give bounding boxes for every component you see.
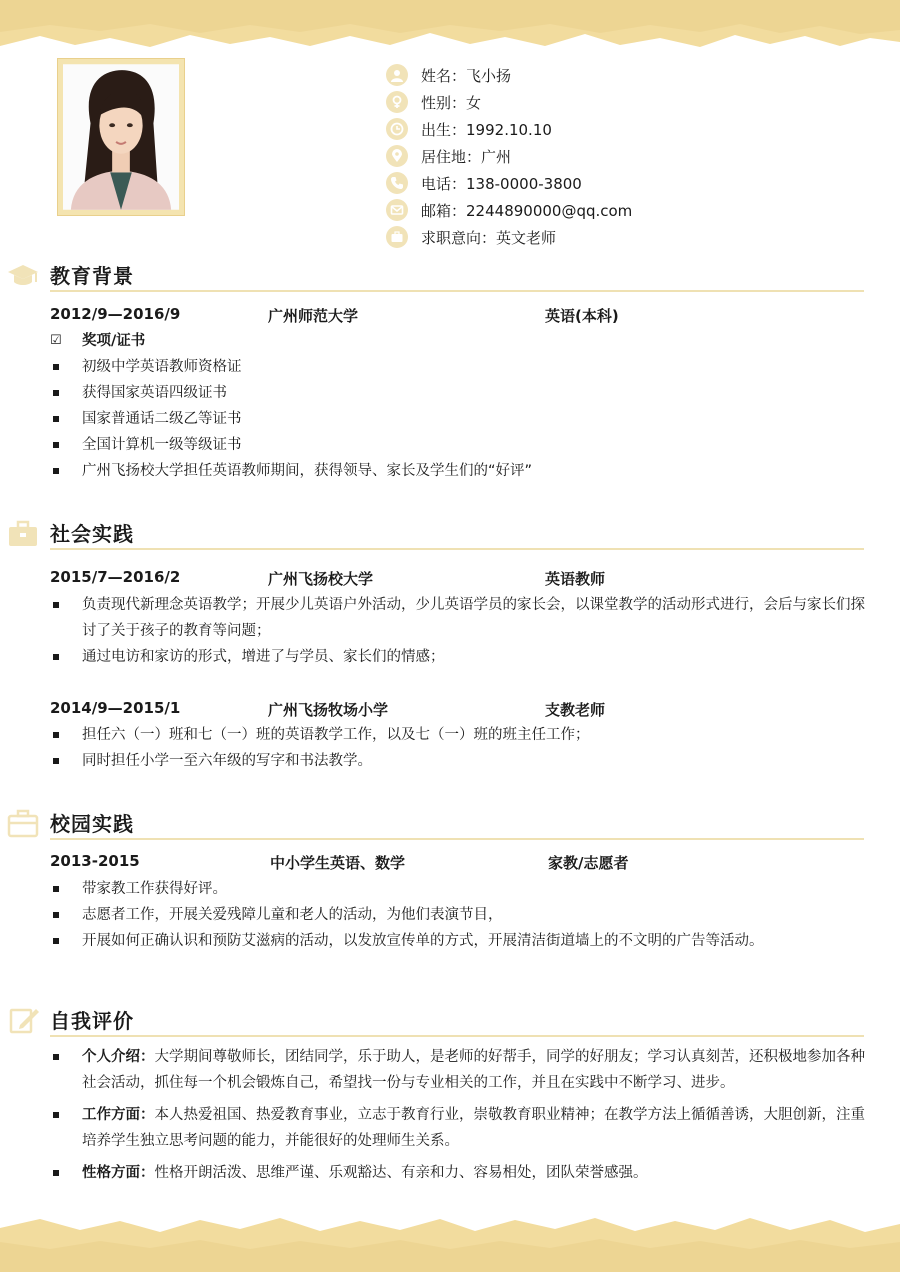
campus-list [50,876,870,954]
list-item: 初级中学英语教师资格证 [50,354,870,380]
list-item: 通过电访和家访的形式，增进了与学员、家长们的情感； [50,644,870,670]
info-text: 求职意向：英文老师 [421,228,557,247]
social-entry-1-meta [50,568,670,588]
section-social-header [0,514,864,554]
portrait-image [63,64,179,210]
list-item: 开展如何正确认识和预防艾滋病的活动，以发放宣传单的方式，开展清洁街道墙上的不文明的广告等活动。 [50,928,870,954]
info-birth [386,117,552,141]
entry-date: 2013-2015 [50,852,140,870]
section-title: 自我评价 [50,1009,134,1033]
info-job-target [386,225,556,249]
entry-subject: 中小学生英语、数学 [270,854,406,872]
section-self-eval-header [0,1001,864,1041]
location-icon [386,145,408,167]
list-item: 广州飞扬校大学担任英语教师期间，获得领导、家长及学生们的“好评” [50,458,870,484]
list-item: 担任六（一）班和七（一）班的英语教学工作，以及七（一）班的班主任工作； [50,722,870,748]
campus-meta [50,852,670,872]
list-item: 国家普通话二级乙等证书 [50,406,870,432]
entry-role: 支教老师 [545,701,606,719]
education-meta [50,305,670,325]
person-icon [386,64,408,86]
entry-org: 广州飞扬牧场小学 [268,701,389,719]
self-eval-list [50,1044,870,1192]
list-item: 获得国家英语四级证书 [50,380,870,406]
phone-icon [386,172,408,194]
suitcase-icon [6,808,40,838]
social-entry-1-list [50,592,870,670]
info-gender [386,90,481,114]
education-school: 广州师范大学 [268,307,359,325]
section-campus-header [0,804,864,844]
list-item: 工作方面：本人热爱祖国、热爱教育事业，立志于教育行业，崇敬教育职业精神；在教学方法上循循善诱，大胆创新，注重培养学生独立思考问题的能力，并能很好的处理师生关系。 [50,1102,870,1154]
social-entry-2-list [50,722,870,774]
section-divider [50,1035,864,1037]
briefcase-icon [6,518,40,548]
mail-icon [386,199,408,221]
info-name [386,63,511,87]
info-email [386,198,632,222]
info-residence [386,144,511,168]
briefcase-icon [386,226,408,248]
education-awards-list [50,328,870,484]
profile-photo [57,58,185,216]
section-title: 社会实践 [50,522,134,546]
list-item: 负责现代新理念英语教学；开展少儿英语户外活动，少儿英语学员的家长会，以课堂教学的活动形式进行，会后与家长们探讨了关于孩子的教育等问题； [50,592,870,644]
entry-role: 英语教师 [545,570,606,588]
entry-date: 2015/7—2016/2 [50,568,181,586]
gender-icon [386,91,408,113]
pencil-edit-icon [6,1005,40,1035]
list-item: 性格方面：性格开朗活泼、思维严谨、乐观豁达、有亲和力、容易相处，团队荣誉感强。 [50,1160,870,1186]
list-item: 全国计算机一级等级证书 [50,432,870,458]
section-divider [50,290,864,292]
section-divider [50,838,864,840]
info-text: 姓名：飞小扬 [421,66,512,85]
info-text: 电话：138-0000-3800 [421,174,582,193]
info-phone [386,171,582,195]
info-text: 出生：1992.10.10 [421,120,552,139]
bottom-decorative-border [0,1206,900,1272]
entry-date: 2014/9—2015/1 [50,699,181,717]
top-decorative-border [0,0,900,60]
education-major: 英语(本科) [545,307,619,325]
list-item: 个人介绍：大学期间尊敬师长，团结同学，乐于助人，是老师的好帮手，同学的好朋友；学习认真刻苦，还积极地参加各种社会活动，抓住每一个机会锻炼自己，希望找一份与专业相关的工作，并且在实践中不断学习、进步。 [50,1044,870,1096]
awards-heading: ☑ 奖项/证书 [50,328,870,354]
graduation-cap-icon [6,260,40,290]
list-item: 志愿者工作，开展关爱残障儿童和老人的活动，为他们表演节目， [50,902,870,928]
section-divider [50,548,864,550]
entry-role: 家教/志愿者 [548,854,629,872]
entry-org: 广州飞扬校大学 [268,570,374,588]
section-title: 教育背景 [50,264,134,288]
info-text: 邮箱：2244890000@qq.com [421,201,633,220]
list-item: 带家教工作获得好评。 [50,876,870,902]
section-title: 校园实践 [50,812,134,836]
info-text: 性别：女 [421,93,482,112]
section-education-header [0,256,864,296]
education-date: 2012/9—2016/9 [50,305,181,323]
info-text: 居住地：广州 [421,147,512,166]
social-entry-2-meta [50,699,670,719]
list-item: 同时担任小学一至六年级的写字和书法教学。 [50,748,870,774]
calendar-icon [386,118,408,140]
